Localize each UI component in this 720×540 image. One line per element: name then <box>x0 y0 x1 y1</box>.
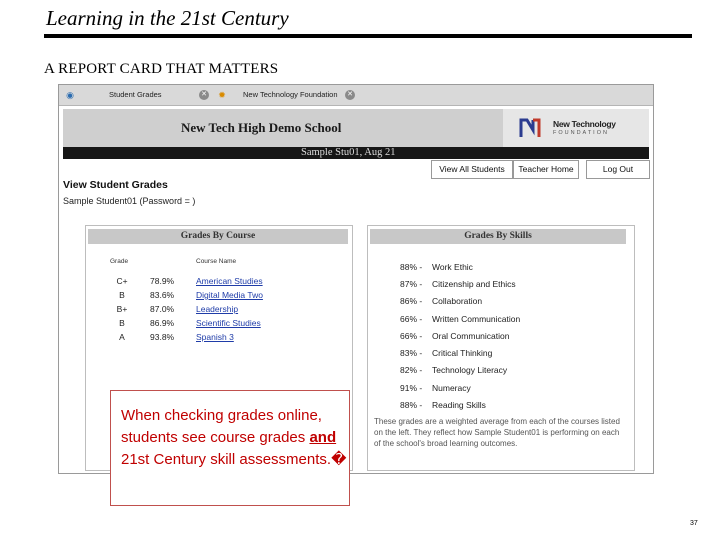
course-link[interactable]: Scientific Studies <box>196 318 261 328</box>
skill-name: Critical Thinking <box>432 348 493 358</box>
close-tab-icon[interactable]: ✕ <box>345 90 355 100</box>
foundation-logo[interactable] <box>503 109 649 147</box>
callout-text-end: 21st Century skill assessments.� <box>121 451 347 468</box>
teacher-home-button[interactable]: Teacher Home <box>513 160 579 179</box>
browser-tab-bar <box>59 85 653 106</box>
grade-letter: B <box>119 290 125 300</box>
course-link[interactable]: Spanish 3 <box>196 332 234 342</box>
view-all-students-button[interactable]: View All Students <box>431 160 513 179</box>
logo-line1: New Technology <box>553 119 616 129</box>
grade-percent: 83.6% <box>150 290 175 300</box>
skill-percent: 88% - <box>400 262 423 272</box>
course-link[interactable]: Leadership <box>196 304 239 314</box>
student-info: Sample Student01 (Password = ) <box>63 196 196 206</box>
foundation-logo-icon <box>519 117 541 139</box>
session-bar <box>63 147 649 159</box>
column-header-grade: Grade <box>110 258 129 265</box>
skill-name: Reading Skills <box>432 400 486 410</box>
skill-name: Citizenship and Ethics <box>432 279 516 289</box>
close-tab-icon[interactable]: ✕ <box>199 90 209 100</box>
grade-letter: B <box>119 318 125 328</box>
tab-label: New Technology Foundation <box>243 90 338 99</box>
skill-percent: 87% - <box>400 279 423 289</box>
callout-box <box>110 390 350 506</box>
grade-percent: 86.9% <box>150 318 175 328</box>
tab-student-grades[interactable] <box>63 87 215 103</box>
skill-name: Numeracy <box>432 383 471 393</box>
bookmark-icon: ✹ <box>218 90 226 100</box>
skill-percent: 83% - <box>400 348 423 358</box>
slide-title: Learning in the 21st Century <box>46 6 289 30</box>
skill-name: Oral Communication <box>432 331 510 341</box>
skill-percent: 82% - <box>400 365 423 375</box>
skill-name: Written Communication <box>432 314 521 324</box>
grades-by-skills-panel <box>367 225 635 471</box>
skill-percent: 66% - <box>400 331 423 341</box>
column-header-course: Course Name <box>196 258 237 265</box>
log-out-button[interactable]: Log Out <box>586 160 650 179</box>
slide-subtitle: A REPORT CARD THAT MATTERS <box>44 61 279 77</box>
session-info: Sample Stu01, Aug 21 <box>301 147 396 158</box>
skill-percent: 86% - <box>400 296 423 306</box>
skill-name: Work Ethic <box>432 262 473 272</box>
logo-line2: FOUNDATION <box>553 130 609 136</box>
callout-text-start: When checking grades online, students see course grades <box>121 407 322 446</box>
page-number: 37 <box>690 520 698 527</box>
callout-emphasis: and <box>309 429 337 446</box>
title-rule <box>44 34 692 38</box>
skill-percent: 91% - <box>400 383 423 393</box>
site-banner <box>63 109 649 147</box>
grade-letter: C+ <box>116 276 128 286</box>
grade-letter: B+ <box>116 304 128 314</box>
tab-new-technology-foundation[interactable] <box>217 87 357 103</box>
grade-percent: 87.0% <box>150 304 175 314</box>
tab-label: Student Grades <box>109 90 162 99</box>
page-heading: View Student Grades <box>63 179 168 191</box>
panel-heading: Grades By Skills <box>370 229 626 244</box>
skill-name: Technology Literacy <box>432 365 508 375</box>
skill-percent: 66% - <box>400 314 423 324</box>
skill-name: Collaboration <box>432 296 483 306</box>
grade-percent: 78.9% <box>150 276 175 286</box>
skill-percent: 88% - <box>400 400 423 410</box>
grade-letter: A <box>119 332 125 342</box>
course-link[interactable]: Digital Media Two <box>196 290 263 300</box>
course-link[interactable]: American Studies <box>196 276 263 286</box>
skills-explanation: These grades are a weighted average from each of the courses listed on the left. They reflect how Sample Student01 is performing on each of the school's broad learning outcomes. <box>374 417 620 448</box>
school-name: New Tech High Demo School <box>181 120 342 135</box>
grade-percent: 93.8% <box>150 332 175 342</box>
panel-heading: Grades By Course <box>88 229 348 244</box>
page-icon: ◉ <box>66 90 74 100</box>
